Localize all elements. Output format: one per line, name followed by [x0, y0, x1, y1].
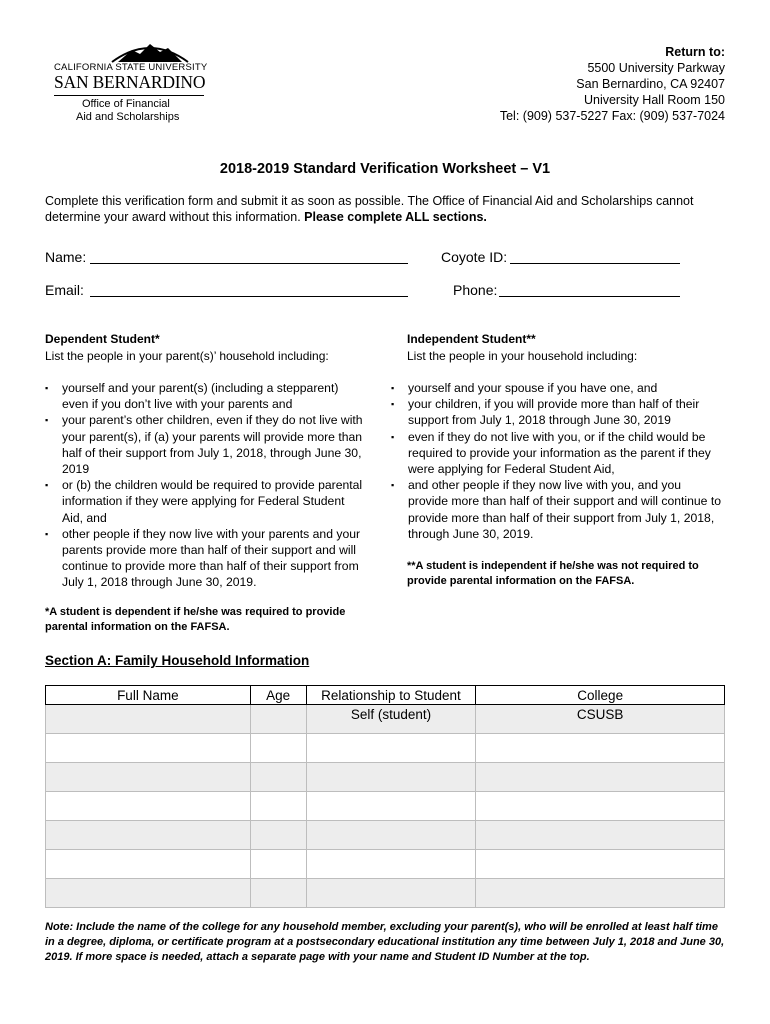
dependent-note: *A student is dependent if he/she was required to provide parental information on the FAFSA.: [45, 606, 346, 633]
table-cell[interactable]: [250, 734, 306, 763]
table-row: [46, 821, 725, 850]
address-line: University Hall Room 150: [583, 93, 725, 107]
table-row: [46, 705, 725, 734]
table-row: [46, 734, 725, 763]
email-label: Email:: [45, 282, 84, 298]
coyote-id-field: [441, 249, 507, 265]
table-cell[interactable]: [306, 763, 476, 792]
independent-header: [407, 331, 737, 365]
table-cell[interactable]: [46, 792, 251, 821]
table-cell[interactable]: [306, 792, 476, 821]
table-cell-name[interactable]: [46, 705, 251, 734]
list-item: ▪ even if they do not live with you, or if the child would be required to provide your information as the parent if they were applying for Federal Student Aid,: [391, 429, 724, 478]
dependent-list: [45, 380, 363, 591]
independent-heading: Independent Student**: [407, 332, 536, 346]
list-item: ▪ other people if they now live with your parents and your parents provide more than half of their support and will continue to provide more than half of their support from July 1, 2018 through June 30, 2019.: [45, 526, 363, 591]
intro-bold: Please complete ALL sections.: [304, 210, 487, 224]
table-cell[interactable]: [306, 734, 476, 763]
logo-university-line: CALIFORNIA STATE UNIVERSITY: [54, 62, 208, 73]
table-header-row: [46, 686, 725, 705]
phone-field: [453, 282, 497, 298]
email-field: [45, 282, 84, 298]
dependent-subheading: List the people in your parent(s)’ household including:: [45, 349, 329, 363]
table-cell[interactable]: [250, 850, 306, 879]
phone-input-line[interactable]: [499, 282, 680, 297]
column-header: Age: [250, 686, 306, 705]
address-line: San Bernardino, CA 92407: [576, 77, 725, 91]
name-field: [45, 249, 86, 265]
table-row: [46, 763, 725, 792]
table-cell[interactable]: [476, 879, 725, 908]
email-input-line[interactable]: [90, 282, 408, 297]
mountain-seal-icon: [110, 40, 190, 64]
household-table: [45, 685, 725, 908]
list-item: ▪ or (b) the children would be required to provide parental information if they were applying for Federal Student Aid, and: [45, 477, 363, 526]
column-header: Relationship to Student: [306, 686, 476, 705]
coyote-id-label: Coyote ID:: [441, 249, 508, 265]
column-header: Full Name: [46, 686, 251, 705]
table-cell[interactable]: [476, 734, 725, 763]
table-cell[interactable]: [46, 879, 251, 908]
logo-office-line1: Office of Financial: [82, 98, 170, 110]
logo-divider: [54, 95, 204, 96]
coyote-id-input-line[interactable]: [510, 249, 680, 264]
footnote: Note: Include the name of the college for any household member, excluding your parent(s), who will be enrolled at least half time in a degree, diploma, or certificate program at a postsecondary educational institution any time between July 1, 2018 and June 30, 2019. If more space is needed, attach a separate page with your name and Student ID Number at the top.: [45, 921, 725, 963]
table-cell[interactable]: [46, 821, 251, 850]
table-row: [46, 879, 725, 908]
table-cell[interactable]: [476, 821, 725, 850]
column-header: College: [476, 686, 725, 705]
table-row: [46, 850, 725, 879]
document-title: 2018-2019 Standard Verification Worksheet – V1: [219, 161, 551, 177]
logo-campus-name: SAN BERNARDINO: [54, 72, 206, 92]
table-cell[interactable]: [306, 879, 476, 908]
table-row: [46, 792, 725, 821]
list-item: ▪ yourself and your spouse if you have one, and: [391, 380, 724, 396]
independent-list: [391, 380, 724, 542]
intro-text: Complete this verification form and submit it as soon as possible. The Office of Financial Aid and Scholarships cannot determine your award without this information.: [45, 194, 694, 224]
table-cell[interactable]: [250, 763, 306, 792]
university-logo: [52, 40, 212, 125]
dependent-heading: Dependent Student*: [45, 332, 160, 346]
table-cell[interactable]: [476, 850, 725, 879]
independent-subheading: List the people in your household including:: [407, 349, 638, 363]
list-item: ▪ your children, if you will provide more than half of their support from July 1, 2018 through June 30, 2019: [391, 396, 724, 428]
table-cell[interactable]: [476, 792, 725, 821]
table-cell-relationship[interactable]: Self (student): [306, 705, 476, 734]
dependent-header: [45, 331, 375, 365]
table-cell[interactable]: [46, 850, 251, 879]
table-cell[interactable]: [46, 763, 251, 792]
independent-note: **A student is independent if he/she was not required to provide parental information on the FAFSA.: [407, 560, 699, 587]
phone-label: Phone:: [453, 282, 498, 298]
table-cell-age[interactable]: [250, 705, 306, 734]
table-cell[interactable]: [306, 850, 476, 879]
name-label: Name:: [45, 249, 87, 265]
logo-office-line2: Aid and Scholarships: [76, 111, 180, 123]
return-heading: Return to:: [665, 45, 725, 59]
return-address: [500, 44, 725, 124]
table-cell-college[interactable]: CSUSB: [476, 705, 725, 734]
address-line: 5500 University Parkway: [587, 61, 725, 75]
table-cell[interactable]: [306, 821, 476, 850]
table-cell[interactable]: [46, 734, 251, 763]
list-item: ▪ yourself and your parent(s) (including a stepparent) even if you don’t live with your parents and: [45, 380, 363, 412]
address-line: Tel: (909) 537-5227 Fax: (909) 537-7024: [499, 109, 725, 123]
table-cell[interactable]: [250, 879, 306, 908]
list-item: ▪ your parent’s other children, even if they do not live with your parent(s), if (a) your parents will provide more than half of their support from July 1, 2018, through June 30, 2019: [45, 412, 363, 477]
intro-paragraph: [45, 193, 735, 225]
section-a-title: Section A: Family Household Information: [45, 653, 310, 668]
table-cell[interactable]: [476, 763, 725, 792]
name-input-line[interactable]: [90, 249, 408, 264]
table-cell[interactable]: [250, 792, 306, 821]
table-cell[interactable]: [250, 821, 306, 850]
list-item: ▪ and other people if they now live with you, and you provide more than half of their support and will continue to provide more than half of their support from July 1, 2018, through June 30, 2019.: [391, 477, 724, 542]
